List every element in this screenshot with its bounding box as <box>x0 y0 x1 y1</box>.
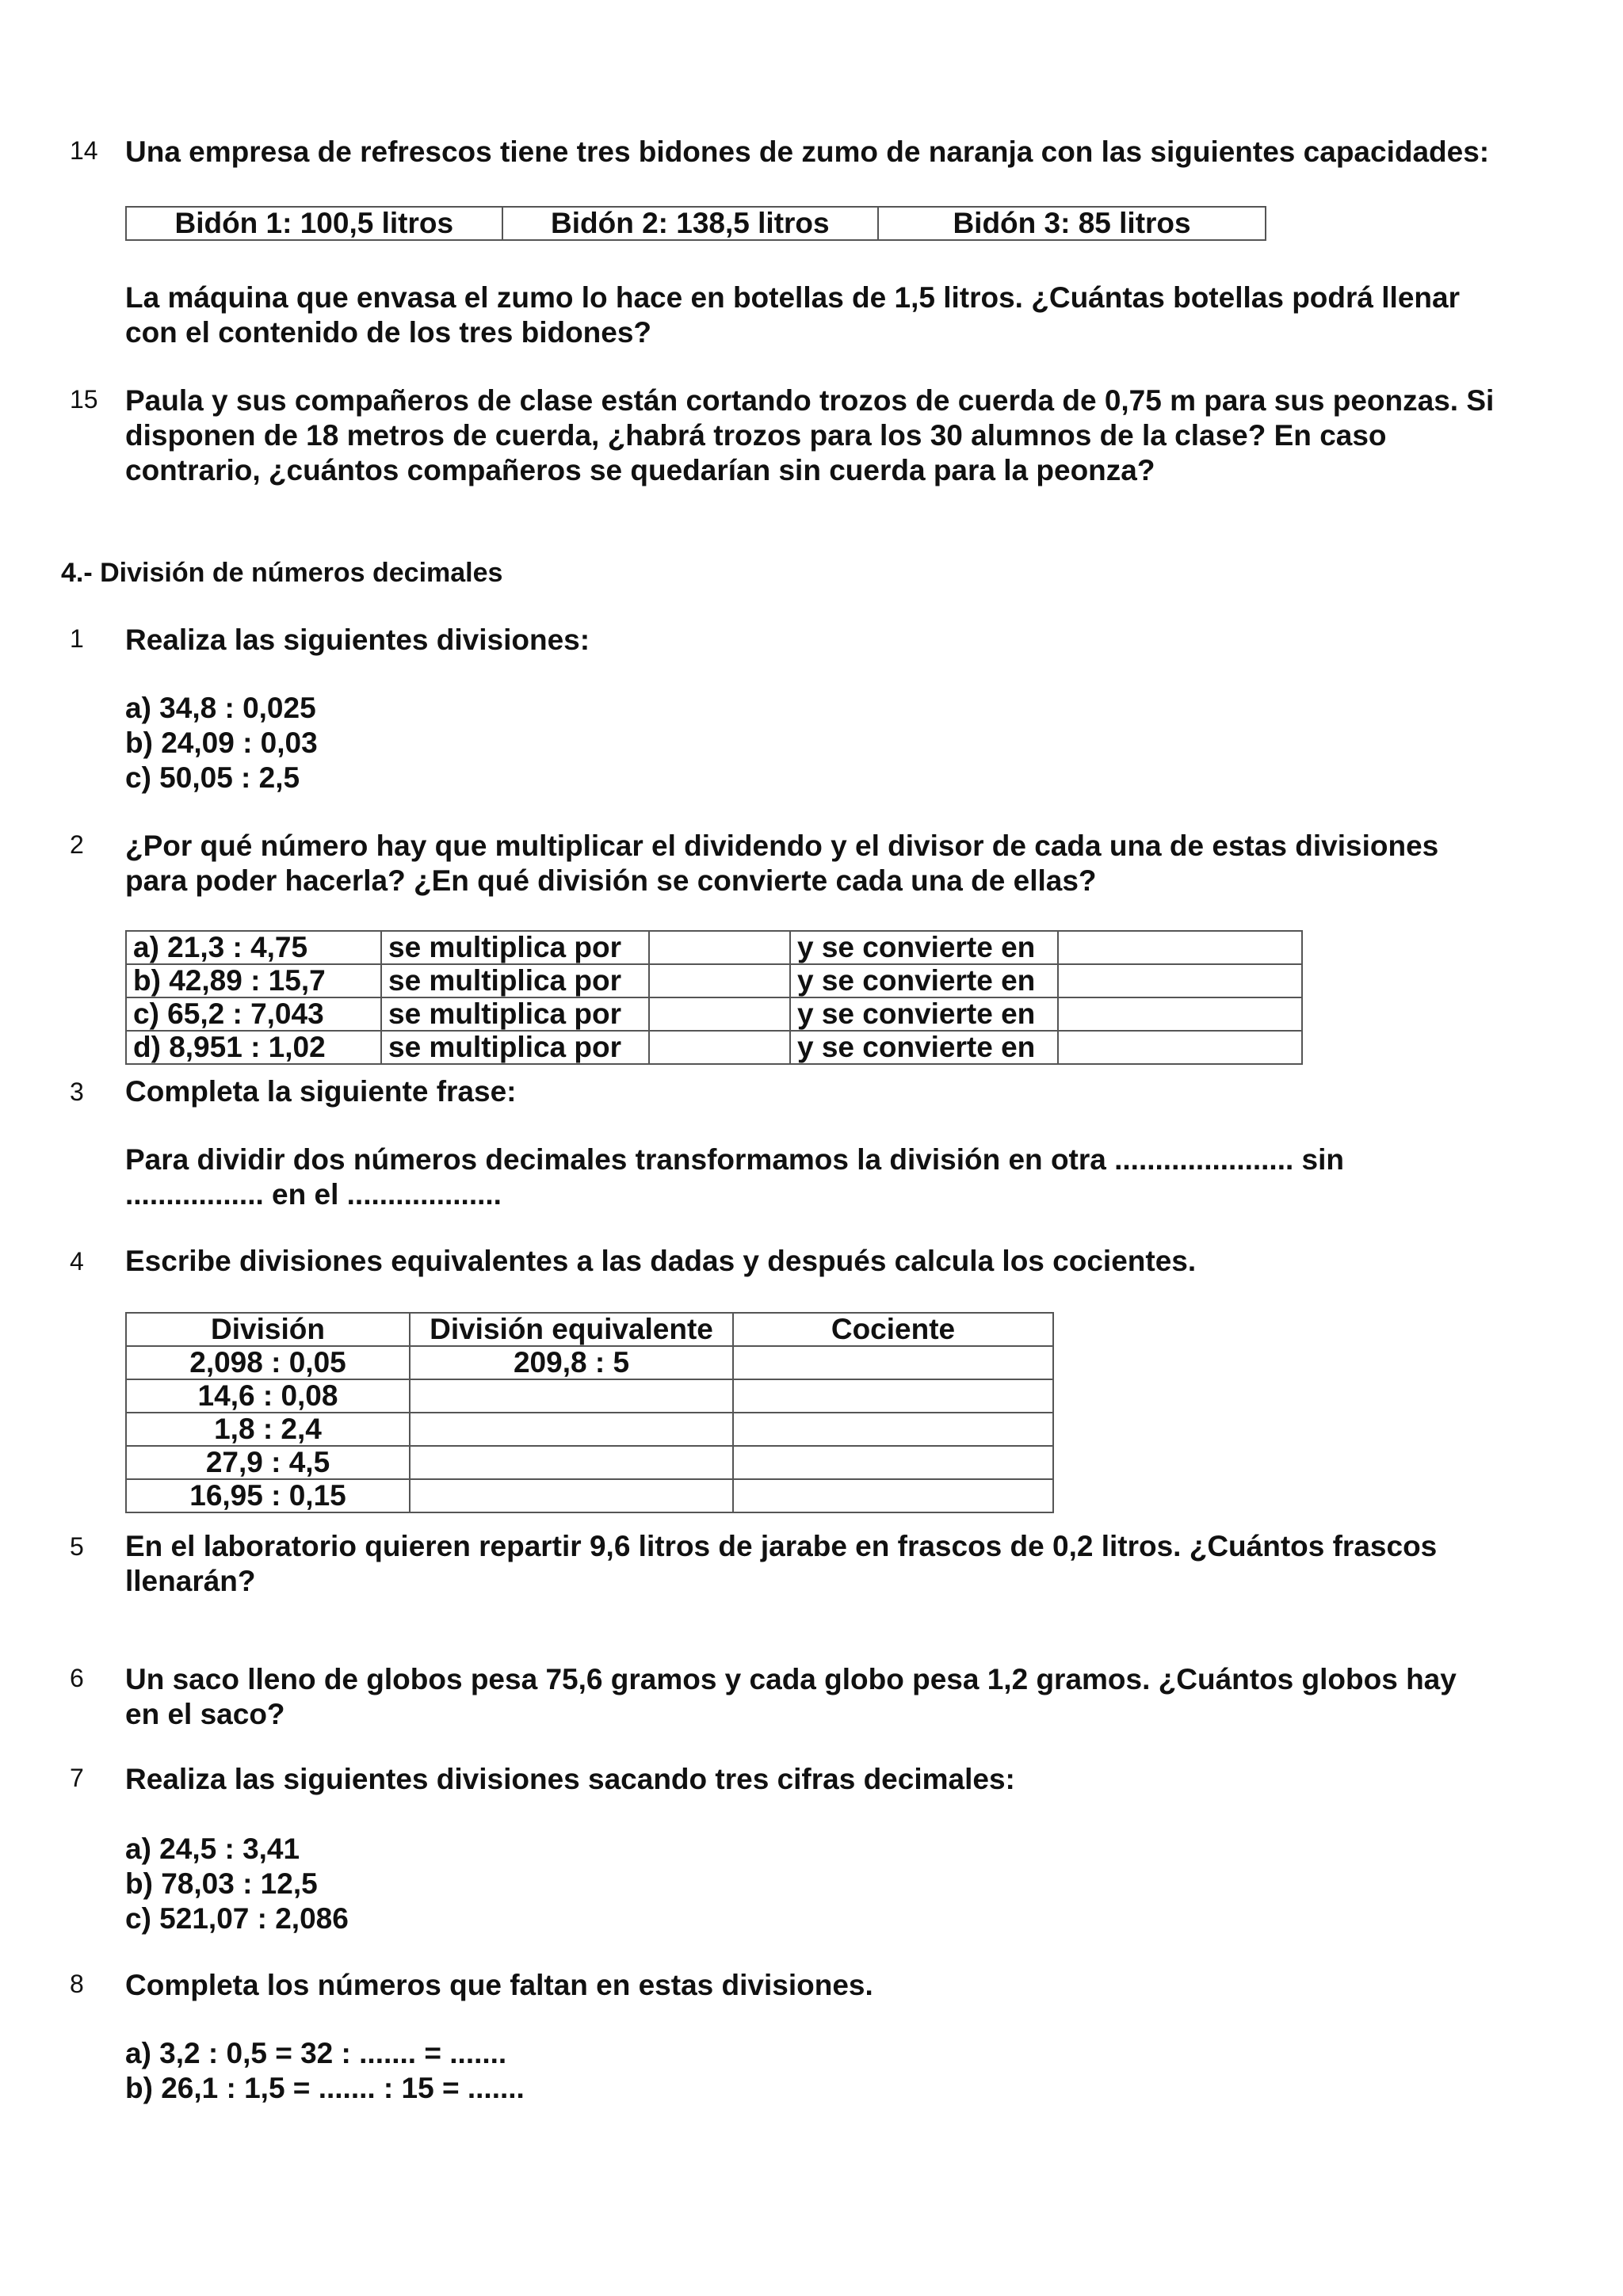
equivalent-cell[interactable] <box>410 1379 733 1413</box>
table-header-row <box>126 1313 1053 1346</box>
equivalent-cell: 209,8 : 5 <box>410 1346 733 1379</box>
text-line: para poder hacerla? ¿En qué división se convierte cada una de ellas? <box>125 864 1097 897</box>
division-cell: 16,95 : 0,15 <box>126 1479 410 1512</box>
question-number: 1 <box>70 624 84 653</box>
convert-label-cell: y se convierte en <box>790 1031 1058 1064</box>
exercise-list <box>125 1832 1536 1936</box>
question-number: 6 <box>70 1664 84 1692</box>
question-number: 4 <box>70 1247 84 1276</box>
quotient-cell[interactable] <box>733 1379 1053 1413</box>
column-header: División <box>126 1313 410 1346</box>
division-cell: d) 8,951 : 1,02 <box>126 1031 381 1064</box>
table-row <box>126 1346 1053 1379</box>
list-item: b) 26,1 : 1,5 = ....... : 15 = ....... <box>125 2072 525 2104</box>
question-text <box>125 1529 1536 1599</box>
list-item: b) 78,03 : 12,5 <box>125 1867 318 1900</box>
text-line: en el saco? <box>125 1698 285 1730</box>
answer-cell[interactable] <box>649 997 790 1031</box>
answer-cell[interactable] <box>1058 997 1302 1031</box>
quotient-cell[interactable] <box>733 1479 1053 1512</box>
bidon-2-cell: Bidón 2: 138,5 litros <box>502 207 879 240</box>
text-line: contrario, ¿cuántos compañeros se quedarían sin cuerda para la peonza? <box>125 454 1155 486</box>
column-header: Cociente <box>733 1313 1053 1346</box>
multiply-label-cell: se multiplica por <box>381 964 649 997</box>
equivalent-cell[interactable] <box>410 1413 733 1446</box>
exercise-list <box>125 2036 1536 2106</box>
convert-label-cell: y se convierte en <box>790 997 1058 1031</box>
question-text: Realiza las siguientes divisiones sacando tres cifras decimales: <box>125 1763 1015 1795</box>
bidones-table <box>125 206 1266 241</box>
text-line: En el laboratorio quieren repartir 9,6 litros de jarabe en frascos de 0,2 litros. ¿Cuántos frascos <box>125 1530 1438 1562</box>
division-cell: 2,098 : 0,05 <box>126 1346 410 1379</box>
table-row <box>126 964 1302 997</box>
division-cell: 27,9 : 4,5 <box>126 1446 410 1479</box>
division-cell: c) 65,2 : 7,043 <box>126 997 381 1031</box>
convert-label-cell: y se convierte en <box>790 964 1058 997</box>
question-text: Una empresa de refrescos tiene tres bidones de zumo de naranja con las siguientes capacidades: <box>125 135 1490 168</box>
convert-label-cell: y se convierte en <box>790 931 1058 964</box>
question-text <box>125 383 1536 488</box>
text-line: llenarán? <box>125 1565 256 1597</box>
quotient-cell[interactable] <box>733 1413 1053 1446</box>
exercise-list <box>125 691 1536 795</box>
text-line: con el contenido de los tres bidones? <box>125 316 652 349</box>
answer-cell[interactable] <box>1058 931 1302 964</box>
bidon-3-cell: Bidón 3: 85 litros <box>878 207 1266 240</box>
multiply-label-cell: se multiplica por <box>381 1031 649 1064</box>
section-heading: 4.- División de números decimales <box>61 558 503 588</box>
list-item: a) 24,5 : 3,41 <box>125 1833 300 1865</box>
list-item: a) 3,2 : 0,5 = 32 : ....... = ....... <box>125 2037 507 2069</box>
equivalent-cell[interactable] <box>410 1446 733 1479</box>
answer-cell[interactable] <box>1058 1031 1302 1064</box>
list-item: c) 50,05 : 2,5 <box>125 761 300 794</box>
division-cell: 14,6 : 0,08 <box>126 1379 410 1413</box>
question-text: Completa la siguiente frase: <box>125 1075 517 1108</box>
division-cell: b) 42,89 : 15,7 <box>126 964 381 997</box>
text-line: Un saco lleno de globos pesa 75,6 gramos y cada globo pesa 1,2 gramos. ¿Cuántos globos hay <box>125 1663 1457 1695</box>
column-header: División equivalente <box>410 1313 733 1346</box>
text-line: ................. en el ................... <box>125 1178 502 1211</box>
question-number: 7 <box>70 1764 84 1792</box>
table-row <box>126 1031 1302 1064</box>
table-row <box>126 1479 1053 1512</box>
multiplication-table <box>125 930 1303 1065</box>
question-text <box>125 1662 1536 1732</box>
text-line: disponen de 18 metros de cuerda, ¿habrá trozos para los 30 alumnos de la clase? En caso <box>125 419 1387 452</box>
table-row <box>126 1446 1053 1479</box>
table-row <box>126 1413 1053 1446</box>
question-number: 14 <box>70 136 98 165</box>
equivalent-cell[interactable] <box>410 1479 733 1512</box>
question-number: 8 <box>70 1970 84 1998</box>
division-cell: 1,8 : 2,4 <box>126 1413 410 1446</box>
question-text: Realiza las siguientes divisiones: <box>125 624 590 656</box>
text-line: La máquina que envasa el zumo lo hace en botellas de 1,5 litros. ¿Cuántas botellas podrá llenar <box>125 281 1460 314</box>
answer-cell[interactable] <box>649 1031 790 1064</box>
division-cell: a) 21,3 : 4,75 <box>126 931 381 964</box>
equivalent-division-table <box>125 1312 1054 1513</box>
list-item: b) 24,09 : 0,03 <box>125 727 318 759</box>
question-text-continued <box>125 280 1536 350</box>
fill-in-sentence[interactable] <box>125 1142 1536 1212</box>
table-row <box>126 931 1302 964</box>
answer-cell[interactable] <box>1058 964 1302 997</box>
quotient-cell[interactable] <box>733 1446 1053 1479</box>
text-line: Para dividir dos números decimales transformamos la división en otra ...................... sin <box>125 1143 1345 1176</box>
question-number: 15 <box>70 385 98 414</box>
table-row <box>126 997 1302 1031</box>
answer-cell[interactable] <box>649 931 790 964</box>
list-item: c) 521,07 : 2,086 <box>125 1902 349 1935</box>
answer-cell[interactable] <box>649 964 790 997</box>
multiply-label-cell: se multiplica por <box>381 931 649 964</box>
bidon-1-cell: Bidón 1: 100,5 litros <box>126 207 502 240</box>
question-text: Completa los números que faltan en estas divisiones. <box>125 1969 873 2001</box>
question-number: 2 <box>70 830 84 859</box>
multiply-label-cell: se multiplica por <box>381 997 649 1031</box>
quotient-cell[interactable] <box>733 1346 1053 1379</box>
question-text: Escribe divisiones equivalentes a las dadas y después calcula los cocientes. <box>125 1245 1197 1277</box>
list-item: a) 34,8 : 0,025 <box>125 692 316 724</box>
text-line: Paula y sus compañeros de clase están cortando trozos de cuerda de 0,75 m para sus peonzas. Si <box>125 384 1495 417</box>
question-number: 5 <box>70 1532 84 1561</box>
text-line: ¿Por qué número hay que multiplicar el dividendo y el divisor de cada una de estas divisiones <box>125 830 1439 862</box>
question-number: 3 <box>70 1077 84 1106</box>
question-text <box>125 829 1536 898</box>
table-row <box>126 1379 1053 1413</box>
